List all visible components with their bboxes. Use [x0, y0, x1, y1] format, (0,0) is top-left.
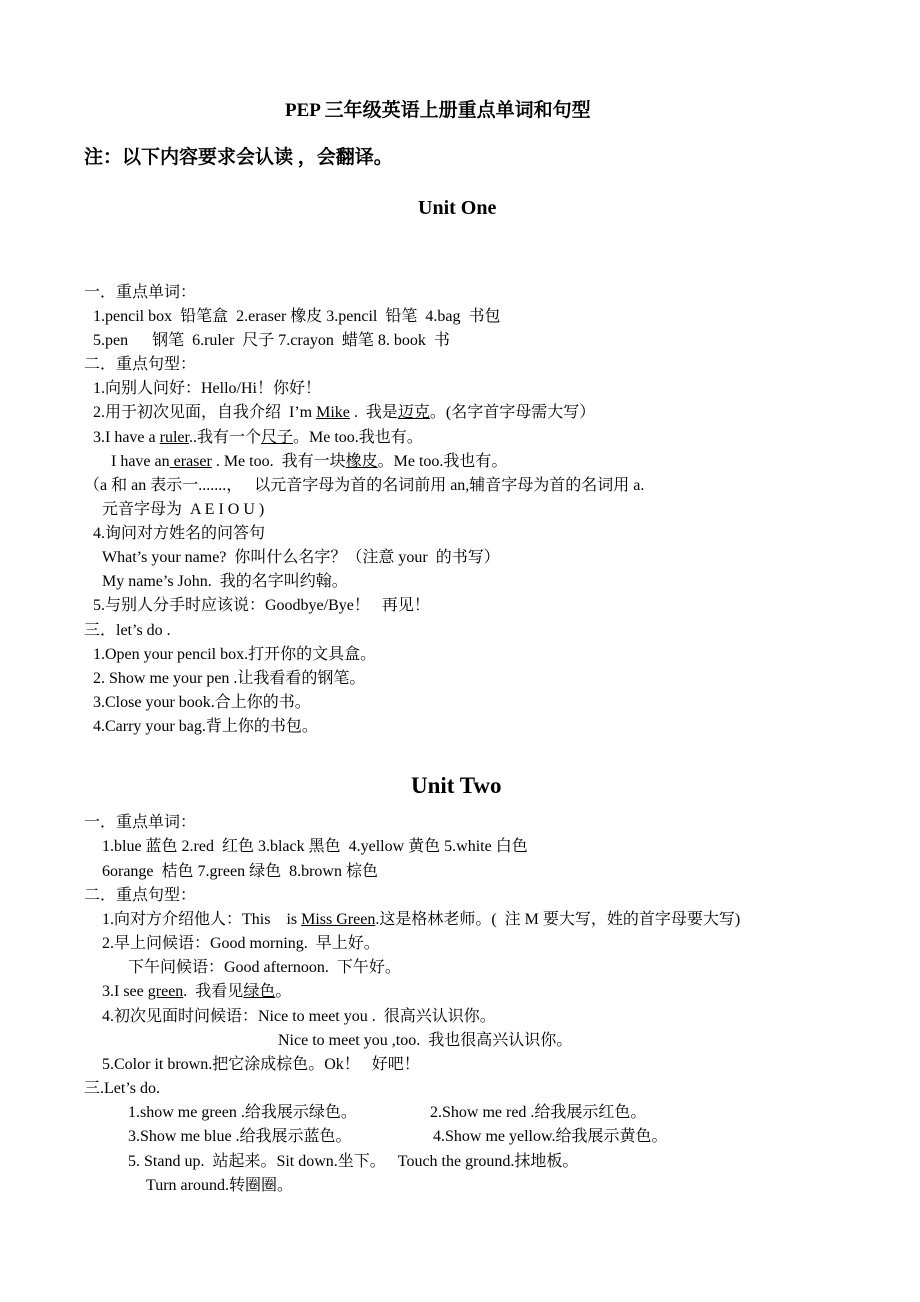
unit-two-heading: Unit Two [411, 773, 502, 798]
unit2-letsdo-1: 1.show me green .给我展示绿色。 [128, 1104, 357, 1121]
unit1-sentence-2: 2.用于初次见面，自我介绍 I’m Mike . 我是迈克。(名字首字母需大写） [93, 404, 596, 421]
unit1-sentence-3: 3.I have a ruler..我有一个尺子。Me too.我也有。 [93, 429, 423, 446]
unit1-letsdo-3: 3.Close your book.合上你的书。 [93, 694, 311, 711]
unit2-words-heading: 一．重点单词： [84, 814, 197, 831]
unit2-sentence-3: 3.I see green. 我看见绿色。 [102, 983, 292, 1000]
unit1-sentence-3b: I have an eraser . Me too. 我有一块橡皮。Me too.我也有。 [111, 453, 508, 470]
unit2-letsdo-5: 5. Stand up. 站起来。Sit down.坐下。 Touch the ground.抹地板。 [128, 1153, 579, 1170]
unit2-words-line-2: 6orange 桔色 7.green 绿色 8.brown 棕色 [102, 863, 378, 880]
unit1-sentence-4a: What’s your name? 你叫什么名字？（注意 your 的书写） [102, 549, 500, 566]
unit1-sentence-4: 4.询问对方姓名的问答句 [93, 525, 266, 542]
unit1-letsdo-4: 4.Carry your bag.背上你的书包。 [93, 718, 318, 735]
unit2-letsdo-2: 2.Show me red .给我展示红色。 [430, 1104, 647, 1121]
unit1-letsdo-1: 1.Open your pencil box.打开你的文具盒。 [93, 646, 377, 663]
unit1-sentence-5: 5.与别人分手时应该说：Goodbye/Bye！ 再见！ [93, 597, 430, 614]
unit1-words-line-2: 5.pen 钢笔 6.ruler 尺子 7.crayon 蜡笔 8. book 书 [93, 332, 450, 349]
unit2-sentence-4b: Nice to meet you ,too. 我也很高兴认识你。 [278, 1032, 573, 1049]
unit2-words-line-1: 1.blue 蓝色 2.red 红色 3.black 黑色 4.yellow 黄色 5.white 白色 [102, 838, 528, 855]
page-title: PEP 三年级英语上册重点单词和句型 [285, 100, 591, 121]
unit2-sentence-1: 1.向对方介绍他人：This is Miss Green.这是格林老师。( 注 M 要大写，姓的首字母要大写) [102, 911, 741, 928]
unit1-sentences-heading: 二．重点句型： [84, 356, 197, 373]
unit-one-heading: Unit One [418, 197, 497, 219]
unit2-letsdo-3: 3.Show me blue .给我展示蓝色。 [128, 1128, 352, 1145]
unit2-letsdo-6: Turn around.转圈圈。 [146, 1177, 293, 1194]
unit1-letsdo-2: 2. Show me your pen .让我看看的钢笔。 [93, 670, 366, 687]
unit1-sentence-4b: My name’s John. 我的名字叫约翰。 [102, 573, 348, 590]
unit2-sentence-5: 5.Color it brown.把它涂成棕色。Ok！ 好吧！ [102, 1056, 420, 1073]
unit2-sentence-4: 4.初次见面时问候语：Nice to meet you . 很高兴认识你。 [102, 1008, 496, 1025]
unit1-sentence-1: 1.向别人问好：Hello/Hi！你好！ [93, 380, 321, 397]
unit2-letsdo-heading: 三.Let’s do. [84, 1080, 160, 1097]
unit1-letsdo-heading: 三．let’s do . [84, 622, 171, 639]
unit1-words-line-1: 1.pencil box 铅笔盒 2.eraser 橡皮 3.pencil 铅笔 4.bag 书包 [93, 308, 501, 325]
unit2-sentence-2: 2.早上问候语：Good morning. 早上好。 [102, 935, 380, 952]
note: 注：以下内容要求会认读 ，会翻译。 [84, 147, 393, 168]
unit1-words-heading: 一．重点单词： [84, 284, 197, 301]
unit1-an-note-1: （a 和 an 表示一.......， 以元音字母为首的名词前用 an,辅音字母为首的名词用 a. [84, 477, 645, 494]
unit1-an-note-2: 元音字母为 A E I O U ) [102, 501, 265, 518]
unit2-sentences-heading: 二．重点句型： [84, 887, 197, 904]
unit2-sentence-2b: 下午问候语：Good afternoon. 下午好。 [128, 959, 401, 976]
unit2-letsdo-4: 4.Show me yellow.给我展示黄色。 [433, 1128, 668, 1145]
